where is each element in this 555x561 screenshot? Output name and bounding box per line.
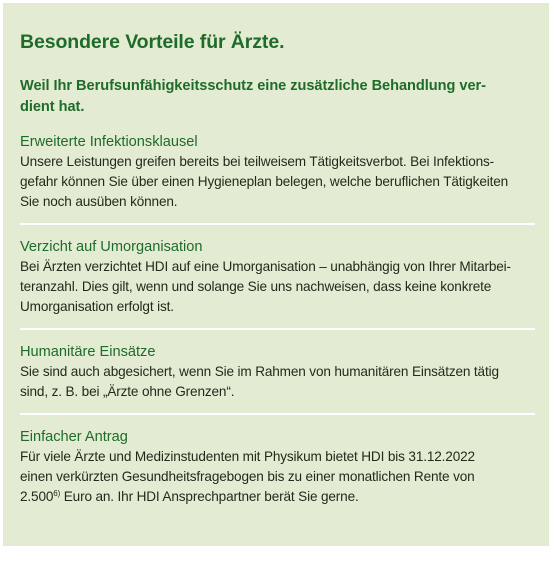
section-reorganisation-waiver: [20, 225, 535, 317]
section-body: [20, 447, 535, 507]
benefits-box: [3, 3, 549, 546]
body-text-after: Euro an. Ihr HDI Ansprechpartner berät Sie gerne.: [60, 489, 359, 504]
section-heading: Humanitäre Einsätze: [20, 344, 156, 360]
section-body: Unsere Leistungen greifen bereits bei teilweisem Tätigkeitsverbot. Bei Infektions- gefahr können Sie über einen Hygieneplan belegen, welche beruflichen Tätigkeiten Sie noch ausüben können.: [20, 154, 509, 209]
section-heading: Erweiterte Infektionsklausel: [20, 134, 198, 150]
box-subtitle: Weil Ihr Berufsunfähigkeitsschutz eine zusätzliche Behandlung ver- dient hat.: [20, 78, 486, 115]
section-body: Bei Ärzten verzichtet HDI auf eine Umorganisation – unabhängig von Ihrer Mitarbei- teranzahl. Dies gilt, wenn und solange Sie uns nachweisen, dass keine konkrete Umorganisation erfolgt ist.: [20, 259, 511, 314]
section-infection-clause: [20, 132, 535, 212]
section-simple-application: [20, 415, 535, 507]
section-humanitarian-missions: [20, 330, 535, 402]
section-heading: Verzicht auf Umorganisation: [20, 239, 203, 255]
box-title: Besondere Vorteile für Ärzte.: [20, 31, 285, 53]
body-text-before: Für viele Ärzte und Medizinstudenten mit Physikum bietet HDI bis 31.12.2022 einen verkürzten Gesundheitsfragebogen bis zu einer monatlichen Rente von 2.500: [20, 449, 475, 504]
section-heading: Einfacher Antrag: [20, 429, 128, 445]
section-body: Sie sind auch abgesichert, wenn Sie im Rahmen von humanitären Einsätzen tätig sind, z. B. bei „Ärzte ohne Grenzen“.: [20, 364, 499, 399]
footnote-marker: 6): [53, 489, 61, 498]
